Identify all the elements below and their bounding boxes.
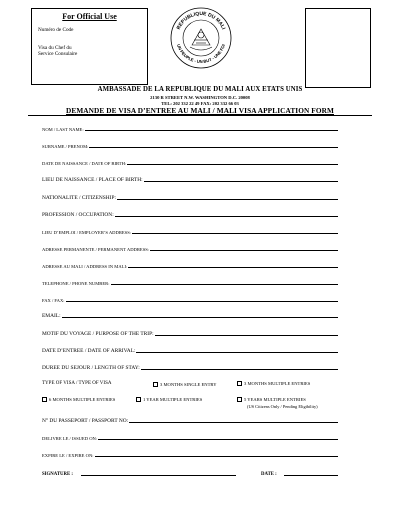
trip-purpose-field[interactable]: MOTIF DU VOYAGE / PURPOSE OF THE TRIP: <box>42 329 338 337</box>
last-name-field[interactable]: NOM / LAST NAME: <box>42 124 338 132</box>
passport-number-field[interactable]: N° DU PASSEPORT / PASSPORT NO: <box>42 416 338 424</box>
visa-type-label: TYPE OF VISA / TYPE OF VISA <box>42 381 112 386</box>
photo-box <box>305 8 371 88</box>
signature-line[interactable] <box>81 475 236 476</box>
checkbox[interactable] <box>153 382 158 387</box>
checkbox[interactable] <box>136 397 141 402</box>
first-name-field[interactable]: SURNAME / PRENOM: <box>42 141 338 149</box>
email-field[interactable]: EMAIL: <box>42 311 338 319</box>
fax-field[interactable]: FAX / FAX: <box>42 295 338 303</box>
option-3-months-multiple[interactable]: 3 MONTHS MULTIPLE ENTRIES <box>237 381 310 386</box>
length-of-stay-field[interactable]: DUREE DU SEJOUR / LENGTH OF STAY: <box>42 363 338 371</box>
option-3-months-single[interactable]: 3 MONTHS SINGLE ENTRY <box>153 382 217 387</box>
checkbox[interactable] <box>237 397 242 402</box>
passport-expire-field[interactable]: EXPIRE LE / EXPIRE ON: <box>42 450 338 458</box>
citizenship-field[interactable]: NATIONALITE / CITIZENSHIP: <box>42 193 338 201</box>
checkbox[interactable] <box>42 397 47 402</box>
embassy-name: AMBASSADE DE LA REPUBLIQUE DU MALI AUX ETATS UNIS <box>97 86 303 93</box>
date-line[interactable] <box>284 475 338 476</box>
form-title: DEMANDE DE VISA D’ENTREE AU MALI / MALI VISA APPLICATION FORM <box>65 106 334 115</box>
seal-bottom-text: UN PEUPLE - UN BUT - UNE FOI <box>175 43 227 65</box>
address-in-mali-field[interactable]: ADRESSE AU MALI / ADDRESS IN MALI: <box>42 261 338 269</box>
employer-address-field[interactable]: LIEU D’EMPLOI / EMPLOYER’S ADDRESS: <box>42 227 338 235</box>
date-label: DATE : <box>261 472 277 477</box>
official-use-box <box>31 8 148 85</box>
occupation-field[interactable]: PROFESSION / OCCUPATION: <box>42 210 338 218</box>
header-divider <box>28 115 372 116</box>
date-of-birth-field[interactable]: DATE DE NAISSANCE / DATE OF BIRTH: <box>42 158 338 166</box>
passport-issued-field[interactable]: DELIVRE LE / ISSUED ON: <box>42 433 338 441</box>
code-number-label: Numéro de Code <box>38 27 74 33</box>
mali-seal-emblem <box>170 7 232 69</box>
official-use-title: For Official Use <box>62 12 117 21</box>
seal-center-icon <box>190 29 212 50</box>
us-citizens-note: (US Citizens Only / Pending Eligibility) <box>247 404 318 409</box>
embassy-phone: TEL: 202 332 22 49 FAX: 202 332 66 03 <box>161 101 239 106</box>
place-of-birth-field[interactable]: LIEU DE NAISSANCE / PLACE OF BIRTH: <box>42 175 338 183</box>
option-1-year-multiple[interactable]: 1 YEAR MULTIPLE ENTRIES <box>136 397 202 402</box>
embassy-address: 2130 R STREET N.W. WASHINGTON D.C. 20008 <box>150 95 250 100</box>
seal-top-text: REPUBLIQUE DU MALI <box>175 10 227 31</box>
signature-row <box>42 469 338 477</box>
consular-visa-label: Visa du Chef du Service Consulaire <box>38 45 78 58</box>
phone-number-field[interactable]: TELEPHONE / PHONE NUMBER: <box>42 278 338 286</box>
option-6-months-multiple[interactable]: 6 MONTHS MULTIPLE ENTRIES <box>42 397 115 402</box>
checkbox[interactable] <box>237 381 242 386</box>
arrival-date-field[interactable]: DATE D’ENTREE / DATE OF ARRIVAL: <box>42 346 338 354</box>
signature-label: SIGNATURE : <box>42 472 73 477</box>
permanent-address-field[interactable]: ADRESSE PERMANENTE / PERMANENT ADDRESS: <box>42 244 338 252</box>
option-5-years-multiple[interactable]: 5 YEARS MULTIPLE ENTRIES <box>237 397 306 402</box>
